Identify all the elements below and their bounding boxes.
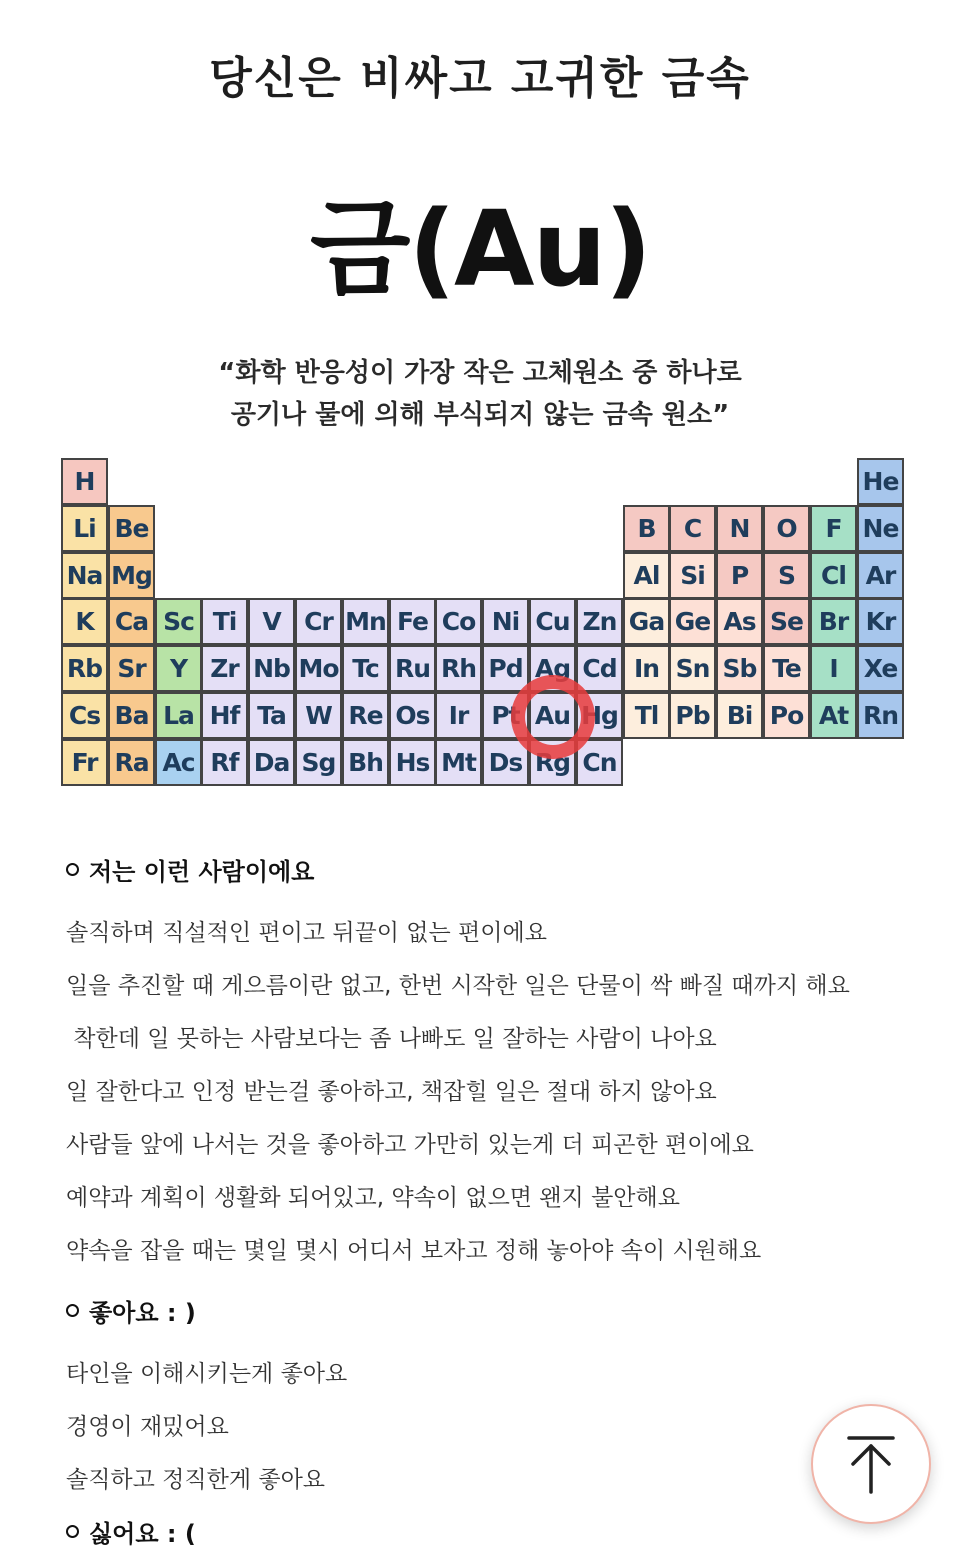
element-cs: Cs xyxy=(61,692,108,739)
list-item: 일을 추진할 때 게으름이란 없고, 한번 시작한 일은 단물이 싹 빠질 때까지 해요 xyxy=(66,973,850,999)
element-xe: Xe xyxy=(857,645,904,692)
section-heading-text: 싫어요 : ( xyxy=(89,1520,196,1548)
element-ta: Ta xyxy=(248,692,295,739)
list-item: 일 잘한다고 인정 받는걸 좋아하고, 책잡힐 일은 절대 하지 않아요 xyxy=(66,1079,717,1105)
section-heading xyxy=(66,852,850,887)
element-hg: Hg xyxy=(576,692,623,739)
section-heading-text: 저는 이런 사람이에요 xyxy=(89,858,315,886)
description-line-1: “화학 반응성이 가장 작은 고체원소 중 하나로 xyxy=(218,358,742,388)
element-v: V xyxy=(248,598,295,645)
element-al: Al xyxy=(623,552,670,599)
element-rf: Rf xyxy=(201,739,248,786)
element-sb: Sb xyxy=(716,645,763,692)
element-na: Na xyxy=(61,552,108,599)
element-ds: Ds xyxy=(482,739,529,786)
element-ca: Ca xyxy=(108,598,155,645)
element-at: At xyxy=(810,692,857,739)
list-item: 약속을 잡을 때는 몇일 몇시 어디서 보자고 정해 놓아야 속이 시원해요 xyxy=(66,1238,762,1264)
element-ge: Ge xyxy=(669,598,716,645)
element-fr: Fr xyxy=(61,739,108,786)
element-sr: Sr xyxy=(108,645,155,692)
element-f: F xyxy=(810,505,857,552)
element-br: Br xyxy=(810,598,857,645)
element-sn: Sn xyxy=(669,645,716,692)
element-kr: Kr xyxy=(857,598,904,645)
element-cu: Cu xyxy=(529,598,576,645)
element-bi: Bi xyxy=(716,692,763,739)
element-he: He xyxy=(857,458,904,505)
element-mo: Mo xyxy=(295,645,342,692)
element-tl: Tl xyxy=(623,692,670,739)
element-cr: Cr xyxy=(295,598,342,645)
element-ac: Ac xyxy=(155,739,202,786)
element-ag: Ag xyxy=(529,645,576,692)
element-ru: Ru xyxy=(389,645,436,692)
element-da: Da xyxy=(248,739,295,786)
element-as: As xyxy=(716,598,763,645)
element-pb: Pb xyxy=(669,692,716,739)
element-i: I xyxy=(810,645,857,692)
element-mn: Mn xyxy=(342,598,389,645)
element-s: S xyxy=(763,552,810,599)
element-k: K xyxy=(61,598,108,645)
element-y: Y xyxy=(155,645,202,692)
element-ni: Ni xyxy=(482,598,529,645)
element-mt: Mt xyxy=(435,739,482,786)
element-rb: Rb xyxy=(61,645,108,692)
list-item: 사람들 앞에 나서는 것을 좋아하고 가만히 있는게 더 피곤한 편이에요 xyxy=(66,1132,754,1158)
element-os: Os xyxy=(389,692,436,739)
list-item: 경영이 재밌어요 xyxy=(66,1414,229,1440)
element-rg: Rg xyxy=(529,739,576,786)
element-zn: Zn xyxy=(576,598,623,645)
list-item: 예약과 계획이 생활화 되어있고, 약속이 없으면 왠지 불안해요 xyxy=(66,1185,680,1211)
element-sc: Sc xyxy=(155,598,202,645)
element-sg: Sg xyxy=(295,739,342,786)
element-au: Au xyxy=(529,692,576,739)
element-pd: Pd xyxy=(482,645,529,692)
element-ar: Ar xyxy=(857,552,904,599)
element-rh: Rh xyxy=(435,645,482,692)
list-item: 솔직하고 정직한게 좋아요 xyxy=(66,1467,326,1493)
element-p: P xyxy=(716,552,763,599)
element-ne: Ne xyxy=(857,505,904,552)
element-mg: Mg xyxy=(108,552,155,599)
section-heading xyxy=(66,1514,196,1549)
element-ra: Ra xyxy=(108,739,155,786)
element-be: Be xyxy=(108,505,155,552)
element-tc: Tc xyxy=(342,645,389,692)
section-heading xyxy=(66,1293,347,1328)
element-ga: Ga xyxy=(623,598,670,645)
circle-bullet-icon xyxy=(66,863,79,876)
element-se: Se xyxy=(763,598,810,645)
list-item: 솔직하며 직설적인 편이고 뒤끝이 없는 편이에요 xyxy=(66,920,547,946)
element-rn: Rn xyxy=(857,692,904,739)
element-ir: Ir xyxy=(435,692,482,739)
element-ba: Ba xyxy=(108,692,155,739)
element-li: Li xyxy=(61,505,108,552)
section-personality xyxy=(66,852,850,1278)
description-line-2: 공기나 물에 의해 부식되지 않는 금속 원소” xyxy=(230,400,730,430)
element-cn: Cn xyxy=(576,739,623,786)
element-w: W xyxy=(295,692,342,739)
element-la: La xyxy=(155,692,202,739)
element-hf: Hf xyxy=(201,692,248,739)
element-po: Po xyxy=(763,692,810,739)
element-cd: Cd xyxy=(576,645,623,692)
element-ti: Ti xyxy=(201,598,248,645)
element-h: H xyxy=(61,458,108,505)
result-subtitle: 당신은 비싸고 고귀한 금속 xyxy=(209,53,751,104)
circle-bullet-icon xyxy=(66,1304,79,1317)
element-n: N xyxy=(716,505,763,552)
arrow-up-icon xyxy=(843,1432,899,1496)
element-cl: Cl xyxy=(810,552,857,599)
element-in: In xyxy=(623,645,670,692)
element-zr: Zr xyxy=(201,645,248,692)
circle-bullet-icon xyxy=(66,1525,79,1538)
element-si: Si xyxy=(669,552,716,599)
element-o: O xyxy=(763,505,810,552)
element-pt: Pt xyxy=(482,692,529,739)
element-re: Re xyxy=(342,692,389,739)
element-nb: Nb xyxy=(248,645,295,692)
element-co: Co xyxy=(435,598,482,645)
element-c: C xyxy=(669,505,716,552)
element-b: B xyxy=(623,505,670,552)
section-dislikes xyxy=(66,1514,196,1549)
element-hs: Hs xyxy=(389,739,436,786)
element-bh: Bh xyxy=(342,739,389,786)
list-item: 타인을 이해시키는게 좋아요 xyxy=(66,1361,348,1387)
element-fe: Fe xyxy=(389,598,436,645)
section-heading-text: 좋아요 : ) xyxy=(89,1299,196,1327)
element-te: Te xyxy=(763,645,810,692)
section-likes xyxy=(66,1293,347,1507)
scroll-to-top-button[interactable] xyxy=(811,1404,931,1524)
list-item: 착한데 일 못하는 사람보다는 좀 나빠도 일 잘하는 사람이 나아요 xyxy=(66,1026,717,1052)
result-title: 금(Au) xyxy=(309,188,651,310)
